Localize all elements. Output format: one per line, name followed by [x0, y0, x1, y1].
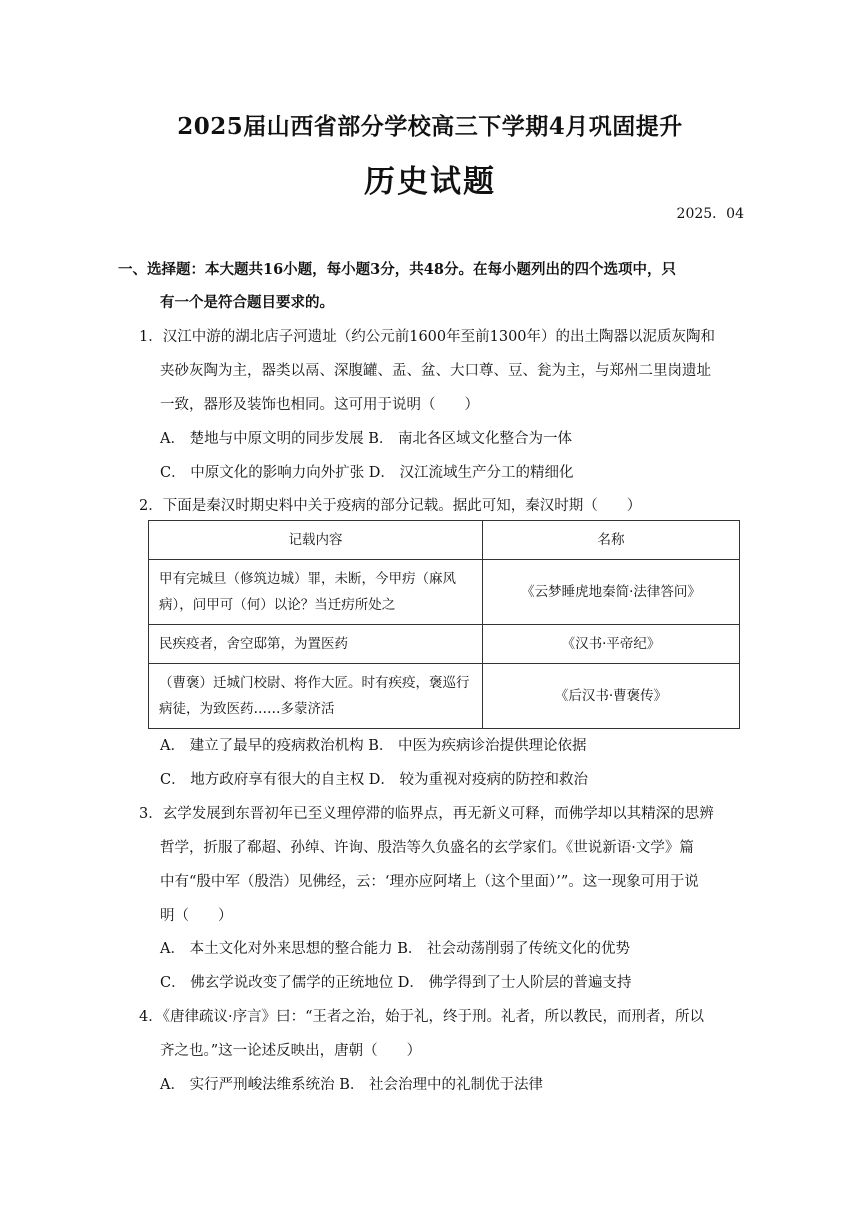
q1-options-ab: A． 楚地与中原文明的同步发展 B． 南北各区域文化整合为一体	[160, 431, 572, 447]
table-header-source: 名称	[483, 521, 740, 560]
table-cell-content	[149, 625, 483, 664]
q1-stem-line3: 一致，器形及装饰也相同。这可用于说明（ ）	[160, 397, 479, 413]
q3-stem-line1: 3．玄学发展到东晋初年已至义理停滞的临界点，再无新义可释，而佛学却以其精深的思辨	[139, 806, 714, 822]
table-cell-source: 《后汉书·曹褒传》	[483, 664, 740, 729]
q1-options-cd: C． 中原文化的影响力向外扩张 D． 汉江流域生产分工的精细化	[160, 465, 574, 481]
table-cell-source: 《汉书·平帝纪》	[483, 625, 740, 664]
q3-options-ab: A． 本土文化对外来思想的整合能力 B． 社会动荡削弱了传统文化的优势	[160, 941, 630, 957]
q2-records-table	[148, 520, 740, 729]
q3-stem-line2: 哲学，折服了郗超、孙绰、许询、殷浩等久负盛名的玄学家们。《世说新语·文学》篇	[160, 840, 694, 856]
q2-options-cd: C． 地方政府享有很大的自主权 D． 较为重视对疫病的防控和救治	[160, 772, 589, 788]
exam-title: 2025届山西省部分学校高三下学期4月巩固提升	[177, 113, 683, 140]
q2-stem: 2．下面是秦汉时期史料中关于疫病的部分记载。据此可知，秦汉时期（ ）	[139, 498, 642, 514]
record-text: （曹褒）迁城门校尉、将作大匠。时有疾疫，褒巡行病徒，为致医药……多蒙济活	[159, 675, 470, 717]
table-row	[149, 625, 740, 664]
q4-stem-line1: 4．《唐律疏议·序言》曰：“王者之治，始于礼，终于刑。礼者，所以教民，而刑者，所以	[139, 1009, 704, 1025]
section-heading-line1: 一、选择题：本大题共16小题，每小题3分，共48分。在每小题列出的四个选项中，只	[118, 261, 676, 278]
q3-stem-line4: 明（ ）	[160, 908, 233, 924]
table-cell-content	[149, 560, 483, 625]
table-cell-source: 《云梦睡虎地秦简·法律答问》	[483, 560, 740, 625]
section-heading-line2: 有一个是符合题目要求的。	[160, 294, 334, 311]
q2-options-ab: A． 建立了最早的疫病救治机构 B． 中医为疾病诊治提供理论依据	[160, 738, 587, 754]
exam-date: 2025．04	[676, 206, 744, 222]
q4-options-ab: A． 实行严刑峻法维系统治 B． 社会治理中的礼制优于法律	[160, 1077, 543, 1093]
table-header-row	[149, 521, 740, 560]
table-row	[149, 664, 740, 729]
table-header-content: 记载内容	[149, 521, 483, 560]
q3-stem-line3: 中有“殷中军（殷浩）见佛经，云：‘理亦应阿堵上（这个里面）’”。这一现象可用于说	[160, 874, 699, 890]
record-text: 甲有完城旦（修筑边城）罪，未断，今甲疠（麻风病），问甲可（何）以论？当迁疠所处之	[159, 571, 456, 613]
exam-subject: 历史试题	[364, 164, 496, 200]
q3-options-cd: C． 佛玄学说改变了儒学的正统地位 D． 佛学得到了士人阶层的普遍支持	[160, 975, 632, 991]
q1-stem-line2: 夹砂灰陶为主，器类以鬲、深腹罐、盂、盆、大口尊、豆、瓮为主，与郑州二里岗遗址	[160, 363, 711, 379]
q4-stem-line2: 齐之也。”这一论述反映出，唐朝（ ）	[160, 1043, 422, 1059]
table-row	[149, 560, 740, 625]
q1-stem-line1: 1．汉江中游的湖北店子河遗址（约公元前1600年至前1300年）的出土陶器以泥质灰陶和	[139, 329, 716, 345]
table-cell-content	[149, 664, 483, 729]
record-text: 民疾疫者，舍空邸第，为置医药	[159, 636, 348, 652]
